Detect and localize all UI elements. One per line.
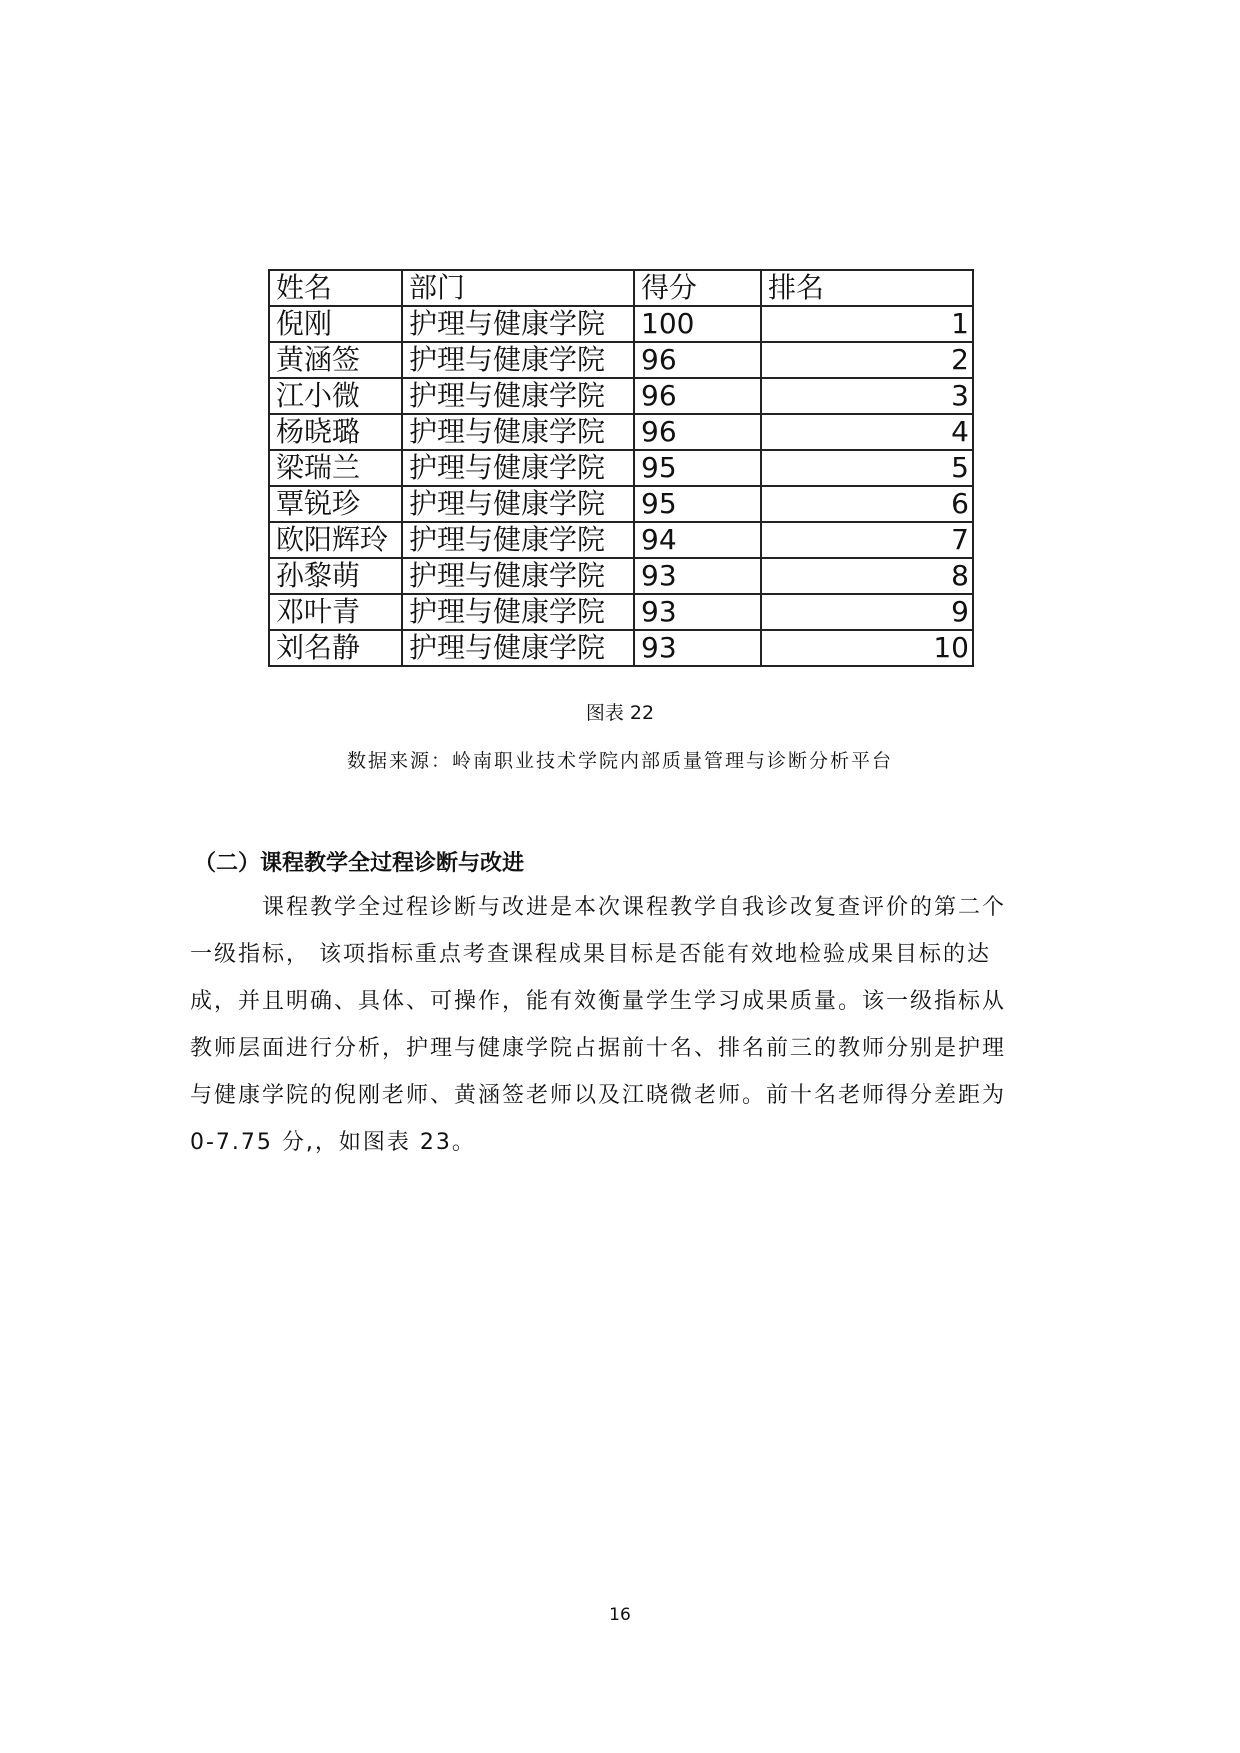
cell-score: 96	[634, 414, 761, 450]
cell-department: 护理与健康学院	[402, 594, 634, 630]
cell-department: 护理与健康学院	[402, 486, 634, 522]
header-department: 部门	[402, 270, 634, 306]
section-paragraph	[190, 884, 1050, 1166]
cell-department: 护理与健康学院	[402, 342, 634, 378]
cell-department: 护理与健康学院	[402, 558, 634, 594]
cell-score: 96	[634, 342, 761, 378]
figure-caption: 图表 22	[585, 702, 655, 724]
paragraph-line: 一级指标， 该项指标重点考查课程成果目标是否能有效地检验成果目标的达	[190, 942, 991, 967]
section-heading: （二）课程教学全过程诊断与改进	[194, 851, 525, 876]
cell-score: 93	[634, 594, 761, 630]
cell-rank: 4	[761, 414, 973, 450]
cell-score: 96	[634, 378, 761, 414]
cell-department: 护理与健康学院	[402, 522, 634, 558]
cell-rank: 8	[761, 558, 973, 594]
cell-rank: 2	[761, 342, 973, 378]
cell-department: 护理与健康学院	[402, 378, 634, 414]
cell-score: 93	[634, 558, 761, 594]
cell-name: 黄涵签	[269, 342, 402, 378]
data-source-note: 数据来源：岭南职业技术学院内部质量管理与诊断分析平台	[346, 750, 893, 772]
cell-name: 邓叶青	[269, 594, 402, 630]
cell-department: 护理与健康学院	[402, 306, 634, 342]
table-row	[269, 342, 973, 378]
paragraph-line: 0-7.75 分,，如图表 23。	[190, 1130, 476, 1155]
cell-name: 梁瑞兰	[269, 450, 402, 486]
table-row	[269, 522, 973, 558]
paragraph-line: 课程教学全过程诊断与改进是本次课程教学自我诊改复查评价的第二个	[262, 895, 1007, 920]
cell-score: 93	[634, 630, 761, 666]
cell-score: 95	[634, 450, 761, 486]
header-rank: 排名	[761, 270, 973, 306]
header-score: 得分	[634, 270, 761, 306]
table-row	[269, 378, 973, 414]
cell-department: 护理与健康学院	[402, 450, 634, 486]
cell-department: 护理与健康学院	[402, 414, 634, 450]
cell-rank: 9	[761, 594, 973, 630]
table-row	[269, 594, 973, 630]
table-row	[269, 630, 973, 666]
table-row	[269, 558, 973, 594]
cell-name: 杨晓璐	[269, 414, 402, 450]
cell-rank: 1	[761, 306, 973, 342]
cell-name: 倪刚	[269, 306, 402, 342]
cell-score: 94	[634, 522, 761, 558]
table-row	[269, 486, 973, 522]
cell-name: 欧阳辉玲	[269, 522, 402, 558]
cell-name: 孙黎萌	[269, 558, 402, 594]
header-name: 姓名	[269, 270, 402, 306]
cell-rank: 7	[761, 522, 973, 558]
table-row	[269, 450, 973, 486]
ranking-table	[268, 269, 974, 667]
paragraph-line: 与健康学院的倪刚老师、黄涵签老师以及江晓微老师。前十名老师得分差距为	[190, 1083, 1007, 1108]
cell-name: 刘名静	[269, 630, 402, 666]
cell-score: 100	[634, 306, 761, 342]
table-header-row	[269, 270, 973, 306]
cell-name: 江小微	[269, 378, 402, 414]
page-number: 16	[609, 1605, 631, 1625]
cell-rank: 6	[761, 486, 973, 522]
paragraph-line: 成，并且明确、具体、可操作，能有效衡量学生学习成果质量。该一级指标从	[190, 989, 1007, 1014]
cell-rank: 3	[761, 378, 973, 414]
cell-name: 覃锐珍	[269, 486, 402, 522]
cell-department: 护理与健康学院	[402, 630, 634, 666]
table-row	[269, 306, 973, 342]
table-row	[269, 414, 973, 450]
paragraph-line: 教师层面进行分析，护理与健康学院占据前十名、排名前三的教师分别是护理	[190, 1036, 1007, 1061]
cell-rank: 10	[761, 630, 973, 666]
cell-rank: 5	[761, 450, 973, 486]
cell-score: 95	[634, 486, 761, 522]
